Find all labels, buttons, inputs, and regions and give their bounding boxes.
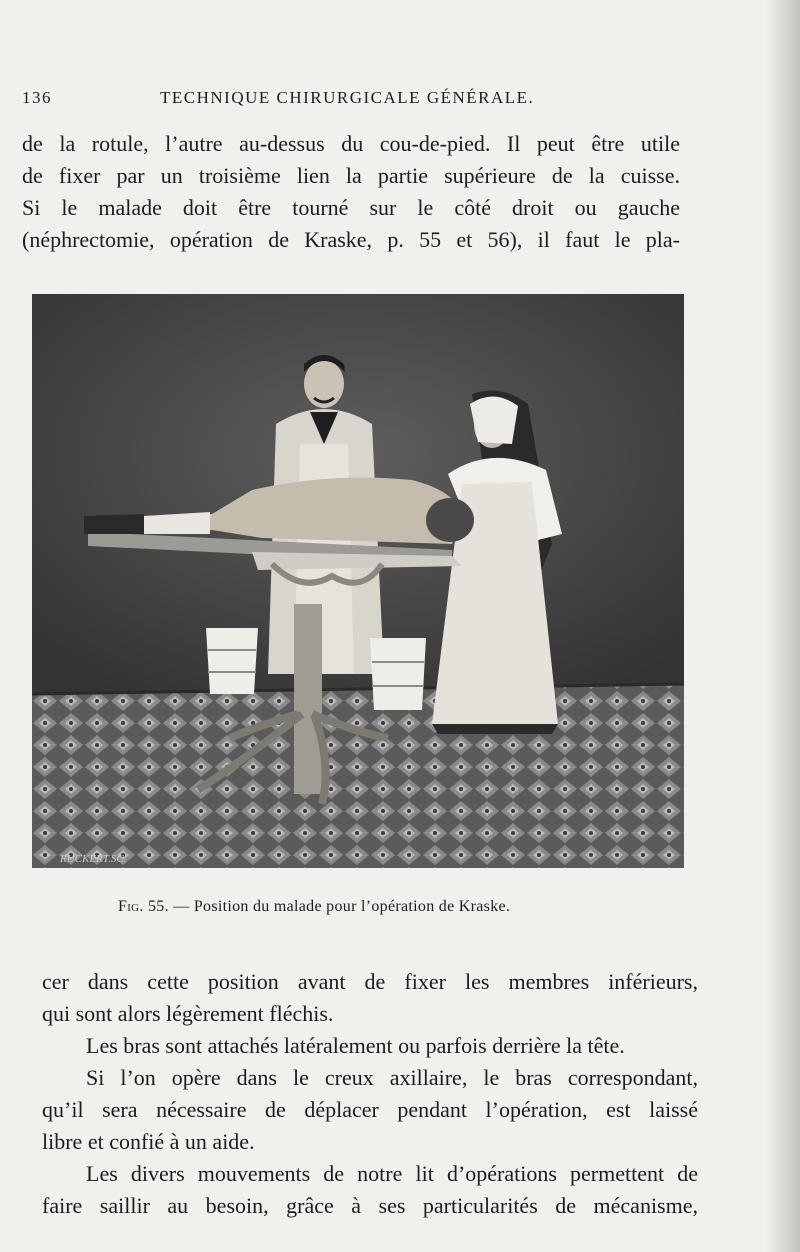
text-line: libre et confié à un aide.	[42, 1129, 255, 1154]
text-line: Les divers mouvements de notre lit d’opérations permettent de	[86, 1161, 698, 1186]
text-line: de la rotule, l’autre au-dessus du cou-de-pied. Il peut être utile	[22, 131, 680, 156]
bottom-paragraphs	[42, 966, 698, 1222]
caption-text: — Position du malade pour l’opération de Kraske.	[173, 898, 511, 915]
figure-caption	[118, 898, 638, 916]
page-edge-shadow	[766, 0, 800, 1252]
figure-illustration	[32, 294, 684, 868]
running-title: TECHNIQUE CHIRURGICALE GÉNÉRALE.	[160, 88, 535, 107]
text-line: Si le malade doit être tourné sur le côté droit ou gauche	[22, 195, 680, 220]
text-line: faire saillir au besoin, grâce à ses particularités de mécanisme,	[42, 1193, 698, 1218]
bucket-right	[370, 638, 426, 710]
figure-label: Fig. 55.	[118, 898, 169, 915]
text-line: Les bras sont attachés latéralement ou parfois derrière la tête.	[86, 1033, 625, 1058]
page-number: 136	[22, 88, 52, 107]
surgical-table-engraving	[32, 294, 684, 868]
text-line: (néphrectomie, opération de Kraske, p. 55 et 56), il faut le pla-	[22, 227, 680, 252]
running-header	[22, 88, 582, 114]
top-paragraph	[22, 128, 680, 256]
text-line: de fixer par un troisième lien la partie supérieure de la cuisse.	[22, 163, 680, 188]
text-line: qu’il sera nécessaire de déplacer pendant l’opération, est laissé	[42, 1097, 698, 1122]
text-line: Si l’on opère dans le creux axillaire, le bras correspondant,	[86, 1065, 698, 1090]
text-line: cer dans cette position avant de fixer les membres inférieurs,	[42, 969, 698, 994]
bucket-left	[206, 628, 258, 694]
engraver-signature: RUCKERT.SC.	[60, 853, 127, 865]
text-line: qui sont alors légèrement fléchis.	[42, 1001, 334, 1026]
